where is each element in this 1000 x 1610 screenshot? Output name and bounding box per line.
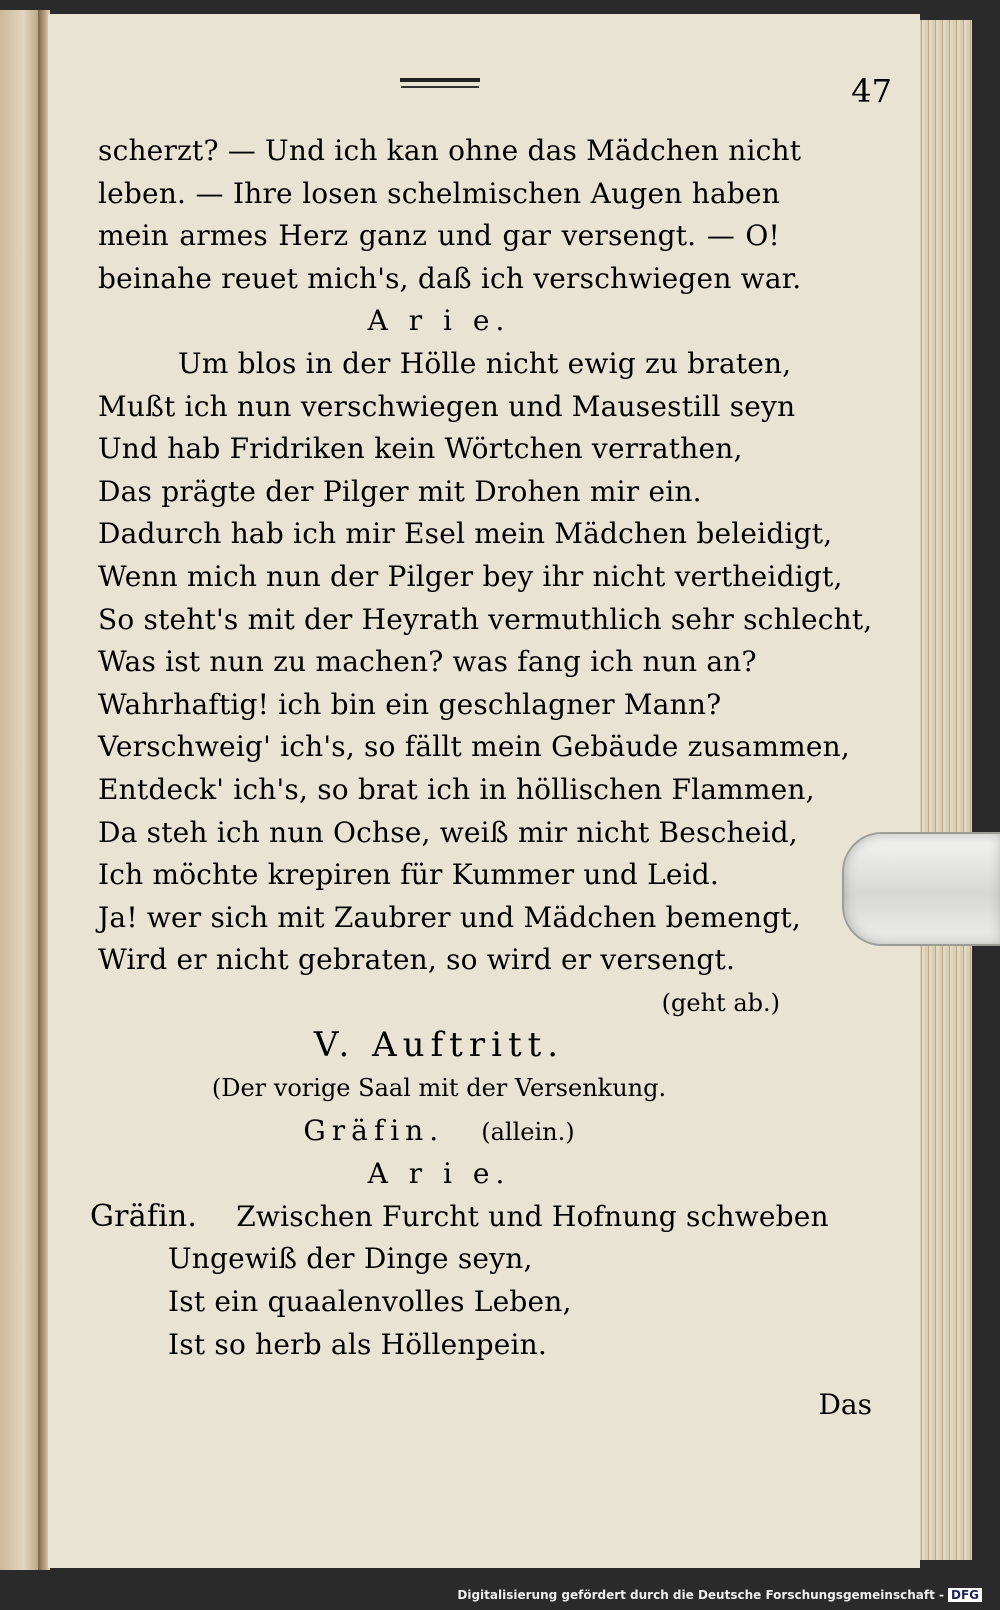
verse-line: Wenn mich nun der Pilger bey ihr nicht vertheidigt,: [98, 559, 843, 593]
verse-line: Wird er nicht gebraten, so wird er versengt.: [98, 943, 736, 977]
text-line: mein armes Herz ganz und gar versengt. — O!: [98, 219, 780, 253]
verse-line: Da steh ich nun Ochse, weiß mir nicht Bescheid,: [98, 815, 798, 849]
verse-line: Wahrhaftig! ich bin ein geschlagner Mann?: [98, 687, 722, 721]
verse-line: Entdeck' ich's, so brat ich in höllischen Flammen,: [98, 772, 815, 806]
character-name: Gräfin.: [303, 1113, 445, 1147]
verse-line: Ja! wer sich mit Zaubrer und Mädchen bemengt,: [98, 900, 801, 934]
stage-direction: (allein.): [481, 1117, 575, 1146]
facing-page-edge: [0, 10, 40, 1570]
aria-heading: A r i e.: [367, 1157, 511, 1191]
verse-line: Ist so herb als Höllenpein.: [168, 1327, 548, 1361]
verse-line: Was ist nun zu machen? was fang ich nun an?: [98, 645, 757, 679]
page-number: 47: [851, 72, 892, 110]
verse-line: So steht's mit der Heyrath vermuthlich sehr schlecht,: [98, 602, 873, 636]
verse-text: Zwischen Furcht und Hofnung schweben: [236, 1199, 829, 1233]
text-line: leben. — Ihre losen schelmischen Augen haben: [98, 176, 780, 210]
verse-line: Das prägte der Pilger mit Drohen mir ein.: [98, 474, 702, 508]
stage-direction: (geht ab.): [661, 988, 780, 1017]
scene-heading: V. Auftritt.: [313, 1025, 565, 1066]
scene-setting: (Der vorige Saal mit der Versenkung.: [211, 1074, 667, 1103]
dfg-logo: DFG: [948, 1588, 982, 1602]
verse-line: Verschweig' ich's, so fällt mein Gebäude zusammen,: [98, 730, 850, 764]
text-line: scherzt? — Und ich kan ohne das Mädchen nicht: [98, 134, 802, 167]
verse-line: Um blos in der Hölle nicht ewig zu braten,: [178, 346, 792, 380]
page-edges: [918, 20, 972, 1560]
verse-line: Ich möchte krepiren für Kummer und Leid.: [98, 858, 720, 892]
character-line: [98, 1110, 780, 1154]
speaker-name: Gräfin.: [90, 1198, 198, 1234]
catchword: Das: [818, 1388, 872, 1421]
verse-line: Ist ein quaalenvolles Leben,: [168, 1285, 572, 1319]
header-rule: [400, 78, 480, 82]
footer-credit: [457, 1588, 982, 1602]
text-line: beinahe reuet mich's, daß ich verschwiegen war.: [98, 261, 802, 295]
footer-text: Digitalisierung gefördert durch die Deutsche Forschungsgemeinschaft -: [457, 1588, 944, 1602]
aria-heading: A r i e.: [367, 304, 511, 338]
page-text: [90, 130, 873, 1366]
page-holder-clip: [842, 832, 1000, 946]
verse-line: Dadurch hab ich mir Esel mein Mädchen beleidigt,: [98, 517, 833, 551]
verse-line: Mußt ich nun verschwiegen und Mausestill seyn: [98, 389, 796, 423]
verse-line: Ungewiß der Dinge seyn,: [168, 1242, 533, 1276]
sung-line: [90, 1196, 829, 1239]
verse-line: Und hab Fridriken kein Wörtchen verrathen,: [98, 432, 743, 466]
